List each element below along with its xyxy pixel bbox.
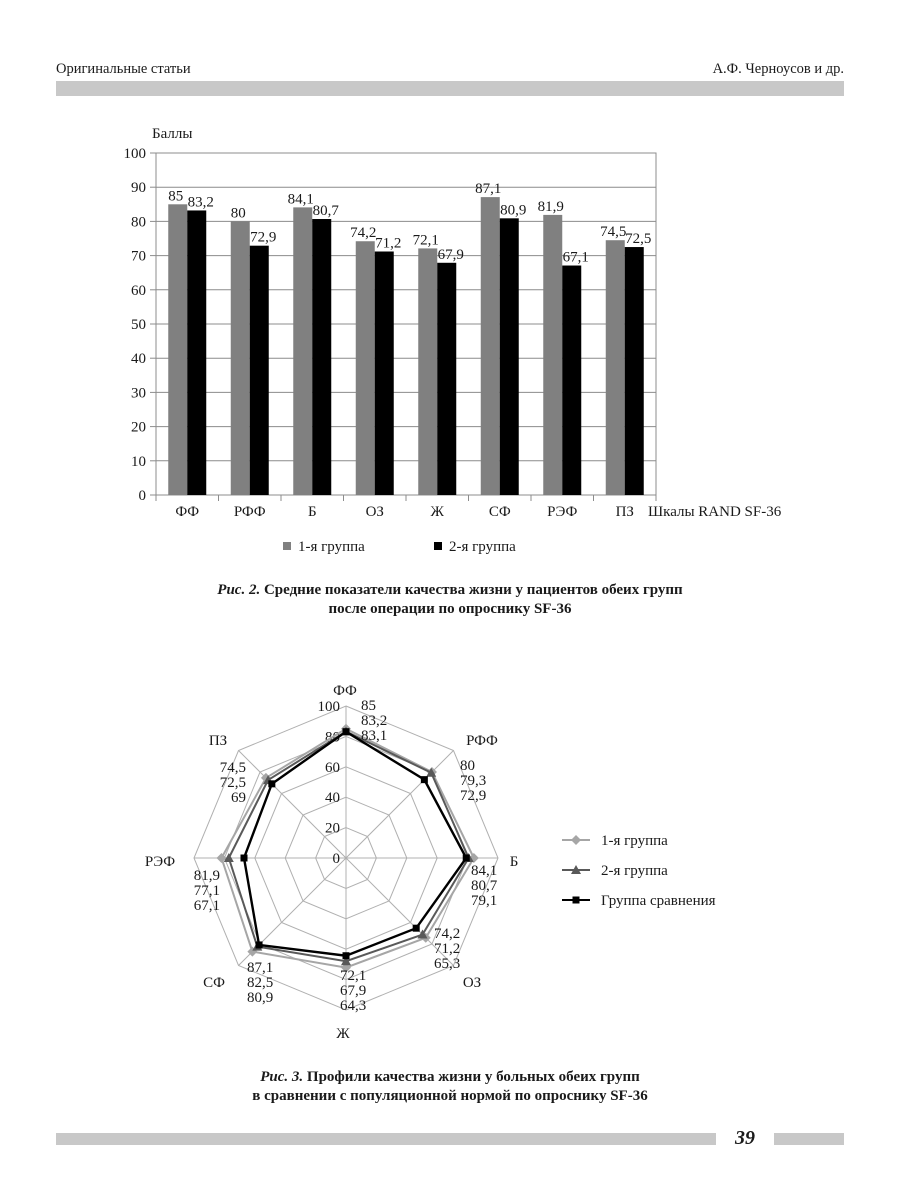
bar-value-label: 80,9	[500, 202, 527, 219]
radar-tick-label: 60	[325, 759, 340, 776]
bar-value-label: 67,9	[437, 246, 464, 263]
y-tick-label: 10	[131, 453, 146, 470]
radar-value-label: 80,9	[247, 990, 274, 1006]
radar-value-label: 69	[231, 790, 246, 806]
radar-value-label: 71,2	[434, 941, 461, 957]
bar-value-label: 80,7	[312, 203, 339, 220]
y-tick-label: 90	[131, 180, 146, 197]
radar-point	[343, 728, 350, 735]
radar-value-label: 67,1	[193, 898, 220, 914]
page-number: 39	[735, 1127, 755, 1149]
radar-axis-label: ФФ	[333, 683, 357, 699]
radar-axis-label: Ж	[336, 1026, 350, 1042]
radar-axis-label: ПЗ	[208, 733, 228, 749]
bar-value-label: 74,2	[350, 225, 377, 242]
bar-value-label: 74,5	[600, 224, 627, 241]
x-tick-label: ФФ	[175, 504, 200, 520]
x-tick-label: РЭФ	[547, 504, 578, 520]
bar-value-label: 67,1	[562, 249, 589, 266]
authors: А.Ф. Черноусов и др.	[712, 61, 844, 77]
radar-axis-label: РЭФ	[144, 854, 176, 870]
radar-value-label: 79,1	[471, 893, 498, 909]
bar-value-label: 72,1	[412, 232, 439, 249]
y-tick-label: 0	[138, 488, 146, 504]
figure-3-caption	[0, 1068, 900, 1106]
radar-axis-label: ОЗ	[462, 975, 482, 991]
y-tick-label: 30	[131, 385, 146, 402]
x-tick-label: СФ	[488, 504, 511, 520]
figure-2-caption-line-2: после операции по опроснику SF-36	[328, 601, 572, 617]
y-tick-label: 40	[131, 351, 146, 368]
radar-point	[421, 776, 428, 783]
legend-marker	[571, 835, 581, 845]
radar-point	[241, 855, 248, 862]
radar-value-label: 72,5	[219, 775, 246, 791]
bar-value-label: 85	[168, 188, 184, 205]
radar-point	[343, 952, 350, 959]
radar-value-label: 74,2	[434, 926, 461, 942]
radar-tick-label: 0	[332, 851, 340, 867]
radar-value-label: 64,3	[340, 998, 367, 1014]
x-tick-label: РФФ	[233, 504, 266, 520]
figure-2-caption-text-1: Средние показатели качества жизни у пациентов обеих групп	[263, 582, 683, 598]
radar-value-label: 77,1	[193, 883, 220, 899]
x-tick-label: Ж	[430, 504, 444, 520]
radar-point	[413, 925, 420, 932]
radar-value-label: 72,9	[460, 788, 487, 804]
y-tick-label: 60	[131, 282, 146, 299]
footer-rule-right	[774, 1133, 844, 1145]
y-tick-label: 20	[131, 419, 146, 436]
radar-value-label: 81,9	[193, 868, 220, 884]
figure-3-caption-line-1	[0, 1068, 900, 1087]
y-axis-title: Баллы	[152, 126, 193, 142]
figure-3-caption-text-1: Профили качества жизни у больных обеих групп	[306, 1069, 640, 1085]
radar-tick-label: 20	[325, 820, 340, 837]
footer-rule-left	[56, 1133, 716, 1145]
figure-2-label: Рис. 2.	[217, 582, 261, 598]
radar-tick-label: 100	[317, 699, 340, 715]
bar-value-label: 84,1	[287, 191, 314, 208]
y-tick-label: 70	[131, 248, 146, 265]
radar-tick-label: 80	[325, 729, 340, 746]
radar-value-label: 85	[361, 698, 376, 714]
radar-value-label: 74,5	[219, 760, 246, 776]
radar-value-label: 67,9	[340, 983, 367, 999]
radar-value-label: 82,5	[247, 975, 274, 991]
radar-point	[268, 780, 275, 787]
legend-marker	[573, 897, 580, 904]
radar-axis-label: РФФ	[466, 733, 498, 749]
radar-value-label: 83,2	[361, 713, 388, 729]
legend-label: 1-я группа	[601, 833, 668, 849]
bar-value-label: 72,9	[250, 229, 277, 246]
radar-value-label: 80	[460, 758, 475, 774]
legend-label: 1-я группа	[298, 539, 365, 555]
bar-value-label: 81,9	[537, 198, 564, 215]
section-title: Оригинальные статьи	[56, 61, 191, 77]
x-axis-title: Шкалы RAND SF-36	[648, 504, 782, 520]
bar-value-label: 83,2	[187, 194, 214, 211]
radar-point	[463, 855, 470, 862]
x-tick-label: Б	[307, 504, 317, 520]
bar-value-label: 72,5	[625, 231, 652, 248]
radar-value-label: 80,7	[471, 878, 498, 894]
radar-tick-label: 40	[325, 790, 340, 807]
radar-point	[256, 941, 263, 948]
legend-label: 2-я группа	[601, 863, 668, 879]
radar-value-label: 72,1	[340, 968, 367, 984]
legend-label: Группа сравнения	[601, 893, 716, 909]
radar-value-label: 83,1	[361, 728, 388, 744]
figure-3-label: Рис. 3.	[260, 1069, 304, 1085]
legend-label: 2-я группа	[449, 539, 516, 555]
x-tick-label: ОЗ	[365, 504, 384, 520]
y-tick-label: 80	[131, 214, 146, 231]
bar-value-label: 87,1	[475, 181, 502, 198]
bar-value-label: 71,2	[375, 235, 402, 252]
y-tick-label: 50	[131, 317, 146, 333]
radar-value-label: 87,1	[247, 960, 274, 976]
radar-axis-label: Б	[509, 854, 519, 870]
radar-value-label: 79,3	[460, 773, 487, 789]
radar-value-label: 65,3	[434, 956, 461, 972]
y-tick-label: 100	[123, 146, 146, 162]
x-tick-label: ПЗ	[615, 504, 634, 520]
radar-axis-label: СФ	[203, 975, 225, 991]
bar-value-label: 80	[230, 205, 246, 222]
radar-value-label: 84,1	[471, 863, 498, 879]
figure-3-caption-line-2: в сравнении с популяционной нормой по опроснику SF-36	[252, 1088, 648, 1104]
